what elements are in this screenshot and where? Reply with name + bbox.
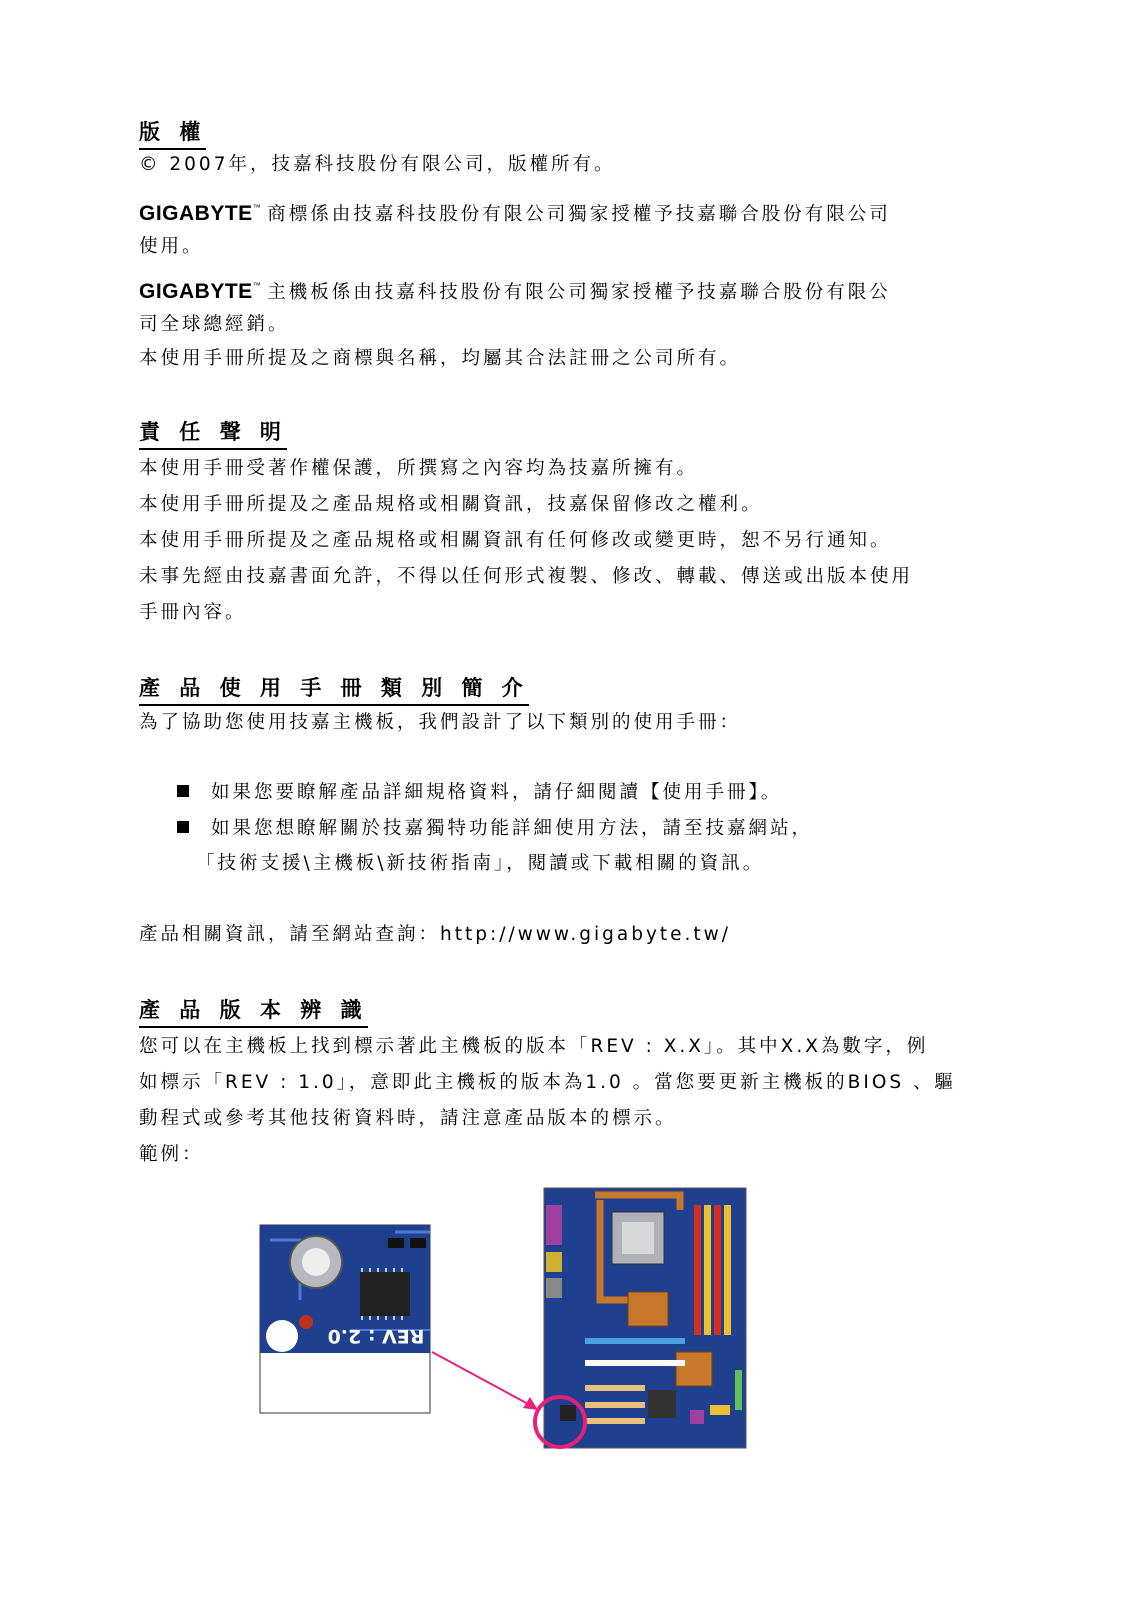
disclaimer-line: 未事先經由技嘉書面允許，不得以任何形式複製、修改、轉載、傳送或出版本使用 [139,566,914,587]
trademark-line-cont: 使用。 [139,236,204,257]
revision-heading: 產 品 版 本 辨 識 [139,994,368,1028]
trademark-text: 商標係由技嘉科技股份有限公司獨家授權予技嘉聯合股份有限公司 [267,204,891,225]
rev-label-text: REV : 2.0 [327,1325,425,1347]
copyright-heading: 版 權 [139,116,206,150]
revision-line: 動程式或參考其他技術資料時，請注意產品版本的標示。 [139,1108,677,1129]
manual-types-intro: 為了協助您使用技嘉主機板，我們設計了以下類別的使用手冊： [139,712,742,733]
rev-label-closeup [260,1225,430,1413]
list-item-text: 如果您要瞭解產品詳細規格資料，請仔細閱讀【使用手冊】。 [211,782,783,803]
website-line: 產品相關資訊，請至網站查詢：http://www.gigabyte.tw/ [139,924,732,945]
gigabyte-logo: GIGABYTE™ [139,280,262,303]
board-text: 主機板係由技嘉科技股份有限公司獨家授權予技嘉聯合股份有限公 [267,282,891,303]
revision-line: 範例： [139,1144,204,1165]
disclaimer-line: 本使用手冊受著作權保護，所撰寫之內容均為技嘉所擁有。 [139,458,699,479]
names-line: 本使用手冊所提及之商標與名稱，均屬其合法註冊之公司所有。 [139,348,742,369]
revision-line: 您可以在主機板上找到標示著此主機板的版本「REV : X.X」。其中X.X為數字，例 [139,1036,929,1057]
manual-types-heading: 產 品 使 用 手 冊 類 別 簡 介 [139,672,529,706]
list-item-text: 如果您想瞭解關於技嘉獨特功能詳細使用方法，請至技嘉網站， [211,818,814,839]
copyright-line: © 2007年，技嘉科技股份有限公司，版權所有。 [139,154,616,175]
disclaimer-heading: 責 任 聲 明 [139,416,287,450]
disclaimer-line: 手冊內容。 [139,602,247,623]
board-line-cont: 司全球總經銷。 [139,314,290,335]
disclaimer-line: 本使用手冊所提及之產品規格或相關資訊，技嘉保留修改之權利。 [139,494,763,515]
disclaimer-line: 本使用手冊所提及之產品規格或相關資訊有任何修改或變更時，恕不另行通知。 [139,530,892,551]
revision-line: 如標示「REV : 1.0」，意即此主機板的版本為1.0 。當您要更新主機板的BIOS 、驅 [139,1072,957,1093]
gigabyte-logo: GIGABYTE™ [139,202,262,225]
list-item-cont: 「技術支援\主機板\新技術指南」，閱讀或下載相關的資訊。 [196,853,765,874]
pointer-arrow [432,1352,530,1405]
motherboard-image [544,1188,746,1448]
